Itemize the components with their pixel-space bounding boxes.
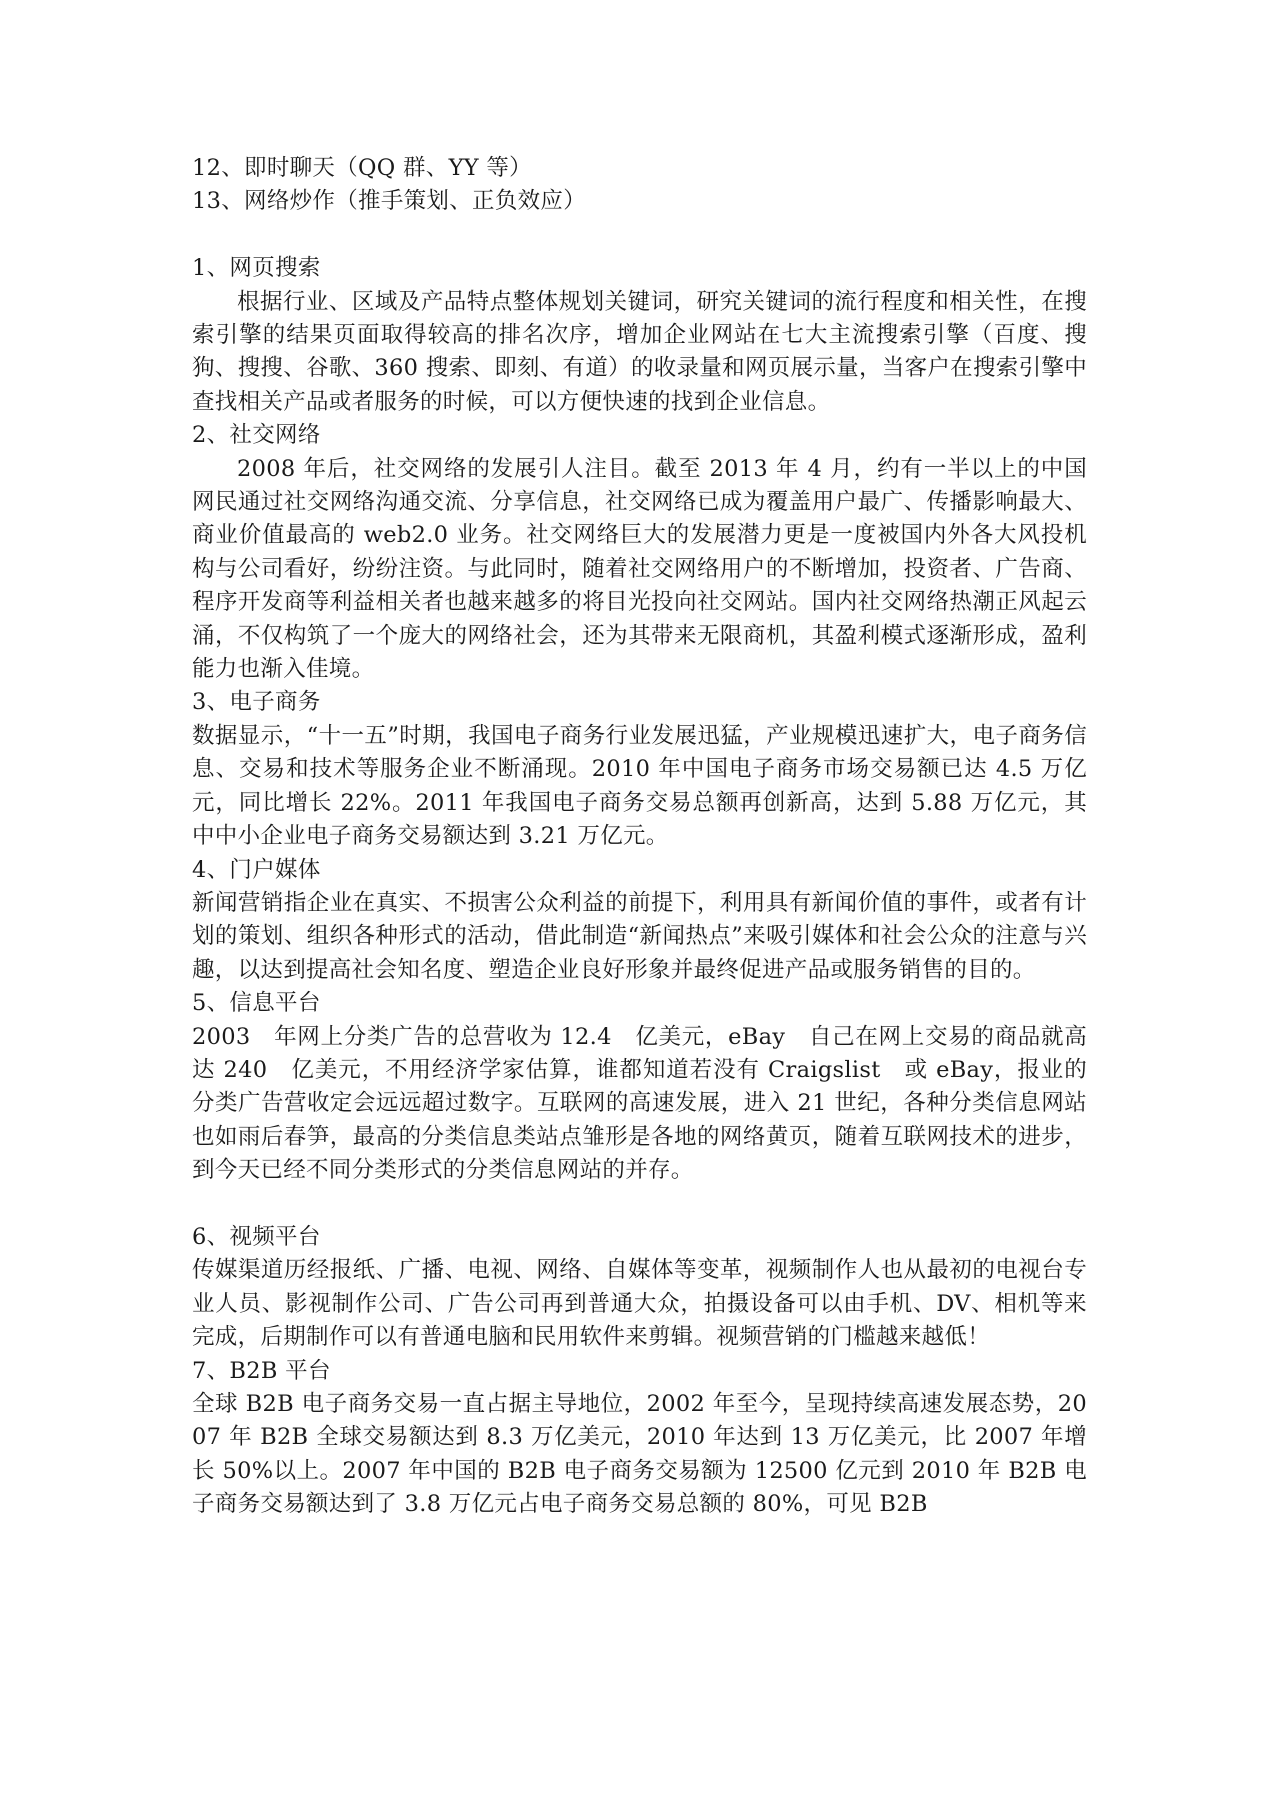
blank-line [192,1188,1087,1221]
document-body [192,152,1087,1522]
section-body-ecommerce: 数据显示，“十一五”时期，我国电子商务行业发展迅猛，产业规模迅速扩大，电子商务信息、交易和技术等服务企业不断涌现。2010 年中国电子商务市场交易额已达 4.5 万亿元，同比增长 22%。2011 年我国电子商务交易总额再创新高，达到 5.88 万亿元，其中中小企业电子商务交易额达到 3.21 万亿元。 [192,722,1087,850]
section-heading-info-platform: 5、信息平台 [192,990,321,1017]
section-heading-video-platform: 6、视频平台 [192,1223,321,1250]
section-body-b2b-platform: 全球 B2B 电子商务交易一直占据主导地位，2002 年至今，呈现持续高速发展态势，2007 年 B2B 全球交易额达到 8.3 万亿美元，2010 年达到 13 万亿美元，比 2007 年增长 50%以上。2007 年中国的 B2B 电子商务交易额为 12500 亿元到 2010 年 B2B 电子商务交易额达到了 3.8 万亿元占电子商务交易总额的 80%，可见 B2B [192,1391,1087,1518]
section-heading-web-search: 1、网页搜索 [192,255,321,282]
section-heading-ecommerce: 3、电子商务 [192,689,321,716]
section-body-social-network: 2008 年后，社交网络的发展引人注目。截至 2013 年 4 月，约有一半以上的中国网民通过社交网络沟通交流、分享信息，社交网络已成为覆盖用户最广、传播影响最大、商业价值最高的 web2.0 业务。社交网络巨大的发展潜力更是一度被国内外各大风投机构与公司看好，纷纷注资。与此同时，随着社交网络用户的不断增加，投资者、广告商、程序开发商等利益相关者也越来越多的将目光投向社交网站。国内社交网络热潮正风起云涌，不仅构筑了一个庞大的网络社会，还为其带来无限商机，其盈利模式逐渐形成，盈利能力也渐入佳境。 [192,455,1087,683]
list-item-instant-chat: 12、即时聊天（QQ 群、YY 等） [192,155,532,181]
section-body-web-search: 根据行业、区域及产品特点整体规划关键词，研究关键词的流行程度和相关性，在搜索引擎的结果页面取得较高的排名次序，增加企业网站在七大主流搜索引擎（百度、搜狗、搜搜、谷歌、360 搜索、即刻、有道）的收录量和网页展示量，当客户在搜索引擎中查找相关产品或者服务的时候，可以方便快速的找到企业信息。 [192,288,1087,415]
section-body-info-platform: 2003 年网上分类广告的总营收为 12.4 亿美元，eBay 自己在网上交易的商品就高达 240 亿美元，不用经济学家估算，谁都知道若没有 Craigslist 或 eBay，报业的分类广告营收定会远远超过数字。互联网的高速发展，进入 21 世纪，各种分类信息网站也如雨后春笋，最高的分类信息类站点雏形是各地的网络黄页，随着互联网技术的进步，到今天已经不同分类形式的分类信息网站的并存。 [192,1023,1087,1184]
section-body-portal-media: 新闻营销指企业在真实、不损害公众利益的前提下，利用具有新闻价值的事件，或者有计划的策划、组织各种形式的活动，借此制造“新闻热点”来吸引媒体和社会公众的注意与兴趣，以达到提高社会知名度、塑造企业良好形象并最终促进产品或服务销售的目的。 [192,889,1087,983]
blank-line [192,219,1087,252]
list-item-online-hype: 13、网络炒作（推手策划、正负效应） [192,188,587,215]
section-heading-social-network: 2、社交网络 [192,422,321,449]
section-heading-portal-media: 4、门户媒体 [192,856,321,883]
section-body-video-platform: 传媒渠道历经报纸、广播、电视、网络、自媒体等变革，视频制作人也从最初的电视台专业人员、影视制作公司、广告公司再到普通大众，拍摄设备可以由手机、DV、相机等来完成，后期制作可以有普通电脑和民用软件来剪辑。视频营销的门槛越来越低！ [192,1257,1087,1351]
section-heading-b2b-platform: 7、B2B 平台 [192,1357,331,1384]
